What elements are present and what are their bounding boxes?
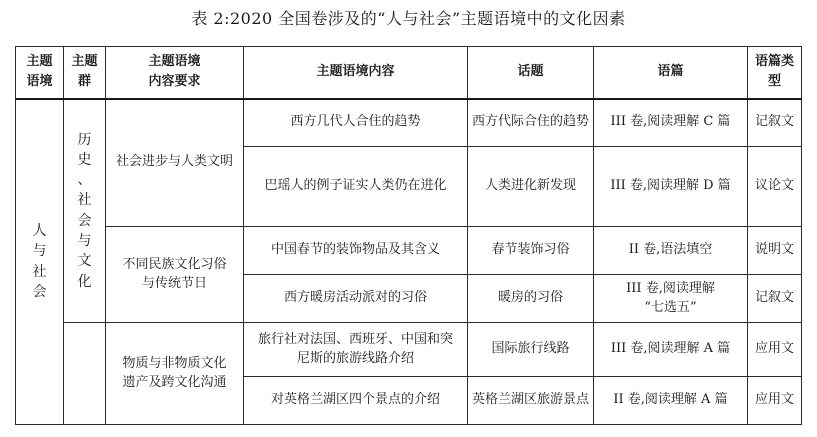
- header-row: [16, 47, 802, 99]
- type-cell: 应用文: [748, 377, 802, 425]
- topic-cell: 国际旅行线路: [468, 323, 594, 377]
- topic-cell: 英格兰湖区旅游景点: [468, 377, 594, 425]
- type-cell: 记叙文: [748, 99, 802, 147]
- text-cell: III 卷,阅读理解 C 篇: [594, 99, 748, 147]
- topic-cell: 人类进化新发现: [468, 147, 594, 227]
- content-cell: 西方暖房活动派对的习俗: [244, 275, 468, 323]
- topic-cell: 暖房的习俗: [468, 275, 594, 323]
- content-cell: 旅行社对法国、西班牙、中国和突 尼斯的旅游线路介绍: [244, 323, 468, 377]
- topic-cell: 春节装饰习俗: [468, 227, 594, 275]
- context-cell: 人 与 社 会: [16, 99, 64, 425]
- type-cell: 说明文: [748, 227, 802, 275]
- header-text: 语篇: [594, 47, 748, 99]
- group-cell: 历 史 、 社 会 与 文 化: [64, 99, 106, 323]
- header-group: 主题 群: [64, 47, 106, 99]
- requirement-cell: 社会进步与人类文明: [106, 99, 244, 227]
- requirement-cell: 物质与非物质文化 遗产及跨文化沟通: [106, 323, 244, 425]
- table-caption: 表 2:2020 全国卷涉及的“人与社会”主题语境中的文化因素: [191, 9, 626, 28]
- content-cell: 西方几代人合住的趋势: [244, 99, 468, 147]
- content-cell: 中国春节的装饰物品及其含义: [244, 227, 468, 275]
- header-context: 主题 语境: [16, 47, 64, 99]
- text-cell: II 卷,阅读理解 A 篇: [594, 377, 748, 425]
- text-cell: III 卷,阅读理解 D 篇: [594, 147, 748, 227]
- header-topic: 话题: [468, 47, 594, 99]
- type-cell: 记叙文: [748, 275, 802, 323]
- table-row: [16, 323, 802, 377]
- header-content: 主题语境内容: [244, 47, 468, 99]
- culture-factors-table: [15, 46, 802, 425]
- table-row: [16, 227, 802, 275]
- text-cell: II 卷,语法填空: [594, 227, 748, 275]
- table-row: [16, 99, 802, 147]
- text-cell: III 卷,阅读理解 A 篇: [594, 323, 748, 377]
- topic-cell: 西方代际合住的趋势: [468, 99, 594, 147]
- content-cell: 对英格兰湖区四个景点的介绍: [244, 377, 468, 425]
- group-cell-empty: [64, 323, 106, 425]
- type-cell: 议论文: [748, 147, 802, 227]
- requirement-cell: 不同民族文化习俗 与传统节日: [106, 227, 244, 323]
- content-cell: 巴瑶人的例子证实人类仍在进化: [244, 147, 468, 227]
- text-cell: III 卷,阅读理解 “七选五”: [594, 275, 748, 323]
- type-cell: 应用文: [748, 323, 802, 377]
- header-requirements: 主题语境 内容要求: [106, 47, 244, 99]
- header-text-type: 语篇类 型: [748, 47, 802, 99]
